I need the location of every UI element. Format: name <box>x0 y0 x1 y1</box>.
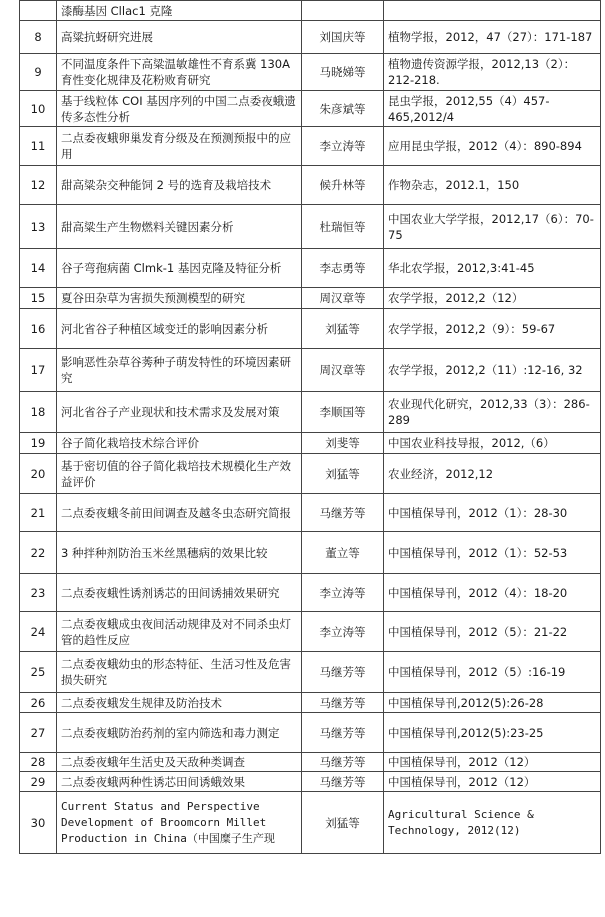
table-row <box>20 713 601 753</box>
journal-source: 中国植保导刊，2012（5）:16-19 <box>384 652 601 693</box>
row-number: 12 <box>20 166 57 205</box>
authors: 朱彦斌等 <box>302 91 384 127</box>
journal-source: 中国植保导刊，2012（1）：28-30 <box>384 494 601 532</box>
journal-source: 中国农业大学学报，2012,17（6）：70-75 <box>384 205 601 249</box>
paper-title: 高粱抗蚜研究进展 <box>57 21 302 54</box>
row-number <box>20 1 57 21</box>
authors: 李立涛等 <box>302 612 384 652</box>
authors: 马晓娣等 <box>302 54 384 91</box>
table-row <box>20 454 601 494</box>
paper-title: 甜高粱杂交种能饲 2 号的选育及栽培技术 <box>57 166 302 205</box>
journal-source: 华北农学报，2012,3:41-45 <box>384 249 601 288</box>
paper-title: 谷子简化栽培技术综合评价 <box>57 433 302 454</box>
row-number: 27 <box>20 713 57 753</box>
journal-source: 应用昆虫学报，2012（4）：890-894 <box>384 127 601 166</box>
table-row <box>20 612 601 652</box>
authors: 马继芳等 <box>302 652 384 693</box>
row-number: 8 <box>20 21 57 54</box>
table-row <box>20 392 601 433</box>
paper-title: 二点委夜蛾幼虫的形态特征、生活习性及危害损失研究 <box>57 652 302 693</box>
paper-title: 甜高粱生产生物燃料关键因素分析 <box>57 205 302 249</box>
row-number: 30 <box>20 792 57 854</box>
journal-source: 中国植保导刊,2012(5):26-28 <box>384 693 601 713</box>
table-row <box>20 166 601 205</box>
table-row <box>20 349 601 392</box>
row-number: 23 <box>20 574 57 612</box>
row-number: 10 <box>20 91 57 127</box>
authors: 刘猛等 <box>302 309 384 349</box>
authors: 马继芳等 <box>302 753 384 772</box>
paper-title: Current Status and Perspective Development of Broomcorn Millet Production in China（中国糜子生产现 <box>57 792 302 854</box>
journal-source: 植物遗传资源学报，2012,13（2）：212-218. <box>384 54 601 91</box>
paper-title: 二点委夜蛾防治药剂的室内筛选和毒力测定 <box>57 713 302 753</box>
publication-table <box>19 0 601 854</box>
paper-title: 影响恶性杂草谷莠种子萌发特性的环境因素研究 <box>57 349 302 392</box>
table-row <box>20 205 601 249</box>
row-number: 15 <box>20 288 57 309</box>
journal-source: 中国植保导刊，2012（12） <box>384 772 601 792</box>
journal-source: 农业现代化研究，2012,33（3）：286-289 <box>384 392 601 433</box>
paper-title: 3 种拌种剂防治玉米丝黑穗病的效果比较 <box>57 532 302 574</box>
journal-source: 中国植保导刊，2012（12） <box>384 753 601 772</box>
row-number: 22 <box>20 532 57 574</box>
authors <box>302 1 384 21</box>
journal-source <box>384 1 601 21</box>
table-row <box>20 127 601 166</box>
table-row <box>20 288 601 309</box>
journal-source: 中国植保导刊，2012（1）：52-53 <box>384 532 601 574</box>
table-row <box>20 433 601 454</box>
authors: 周汉章等 <box>302 349 384 392</box>
authors: 马继芳等 <box>302 494 384 532</box>
paper-title: 二点委夜蛾卵巢发育分级及在预测预报中的应用 <box>57 127 302 166</box>
authors: 马继芳等 <box>302 693 384 713</box>
row-number: 26 <box>20 693 57 713</box>
paper-title: 漆酶基因 Cllac1 克隆 <box>57 1 302 21</box>
authors: 刘斐等 <box>302 433 384 454</box>
paper-title: 二点委夜蛾成虫夜间活动规律及对不同杀虫灯管的趋性反应 <box>57 612 302 652</box>
journal-source: 中国植保导刊,2012(5):23-25 <box>384 713 601 753</box>
authors: 杜瑞恒等 <box>302 205 384 249</box>
journal-source: 作物杂志，2012.1，150 <box>384 166 601 205</box>
paper-title: 二点委夜蛾性诱剂诱芯的田间诱捕效果研究 <box>57 574 302 612</box>
authors: 董立等 <box>302 532 384 574</box>
authors: 李顺国等 <box>302 392 384 433</box>
authors: 周汉章等 <box>302 288 384 309</box>
row-number: 29 <box>20 772 57 792</box>
journal-source: 中国植保导刊，2012（4）：18-20 <box>384 574 601 612</box>
journal-source: 农学学报，2012,2（11）:12-16, 32 <box>384 349 601 392</box>
paper-title: 不同温度条件下高粱温敏雄性不育系冀 130A 育性变化规律及花粉败育研究 <box>57 54 302 91</box>
journal-source: 昆虫学报，2012,55（4）457-465,2012/4 <box>384 91 601 127</box>
paper-title: 河北省谷子种植区域变迁的影响因素分析 <box>57 309 302 349</box>
table-row <box>20 652 601 693</box>
authors: 马继芳等 <box>302 772 384 792</box>
table-row <box>20 309 601 349</box>
authors: 李立涛等 <box>302 574 384 612</box>
table-row <box>20 574 601 612</box>
journal-source: Agricultural Science & Technology, 2012(12) <box>384 792 601 854</box>
table-row <box>20 772 601 792</box>
authors: 刘国庆等 <box>302 21 384 54</box>
table-row <box>20 532 601 574</box>
row-number: 20 <box>20 454 57 494</box>
table-row <box>20 693 601 713</box>
journal-source: 植物学报，2012，47（27）：171-187 <box>384 21 601 54</box>
publication-table-body <box>20 1 601 854</box>
journal-source: 中国植保导刊，2012（5）：21-22 <box>384 612 601 652</box>
row-number: 13 <box>20 205 57 249</box>
authors: 刘猛等 <box>302 454 384 494</box>
table-row <box>20 792 601 854</box>
authors: 李立涛等 <box>302 127 384 166</box>
table-row <box>20 54 601 91</box>
publication-table-page <box>19 0 600 854</box>
table-row <box>20 1 601 21</box>
row-number: 21 <box>20 494 57 532</box>
row-number: 24 <box>20 612 57 652</box>
row-number: 19 <box>20 433 57 454</box>
table-row <box>20 91 601 127</box>
authors: 候升林等 <box>302 166 384 205</box>
row-number: 17 <box>20 349 57 392</box>
paper-title: 二点委夜蛾发生规律及防治技术 <box>57 693 302 713</box>
row-number: 28 <box>20 753 57 772</box>
paper-title: 谷子弯孢病菌 Clmk-1 基因克隆及特征分析 <box>57 249 302 288</box>
journal-source: 农学学报，2012,2（12） <box>384 288 601 309</box>
authors: 马继芳等 <box>302 713 384 753</box>
table-row <box>20 753 601 772</box>
paper-title: 基于密切值的谷子简化栽培技术规模化生产效益评价 <box>57 454 302 494</box>
paper-title: 二点委夜蛾两种性诱芯田间诱蛾效果 <box>57 772 302 792</box>
row-number: 14 <box>20 249 57 288</box>
authors: 刘猛等 <box>302 792 384 854</box>
row-number: 25 <box>20 652 57 693</box>
journal-source: 农业经济，2012,12 <box>384 454 601 494</box>
journal-source: 中国农业科技导报，2012,（6） <box>384 433 601 454</box>
table-row <box>20 21 601 54</box>
row-number: 9 <box>20 54 57 91</box>
paper-title: 二点委夜蛾冬前田间调查及越冬虫态研究简报 <box>57 494 302 532</box>
row-number: 11 <box>20 127 57 166</box>
authors: 李志勇等 <box>302 249 384 288</box>
paper-title: 河北省谷子产业现状和技术需求及发展对策 <box>57 392 302 433</box>
paper-title: 基于线粒体 COI 基因序列的中国二点委夜蛾遗传多态性分析 <box>57 91 302 127</box>
row-number: 18 <box>20 392 57 433</box>
paper-title: 二点委夜蛾年生活史及天敌种类调查 <box>57 753 302 772</box>
row-number: 16 <box>20 309 57 349</box>
journal-source: 农学学报，2012,2（9）：59-67 <box>384 309 601 349</box>
table-row <box>20 494 601 532</box>
paper-title: 夏谷田杂草为害损失预测模型的研究 <box>57 288 302 309</box>
table-row <box>20 249 601 288</box>
